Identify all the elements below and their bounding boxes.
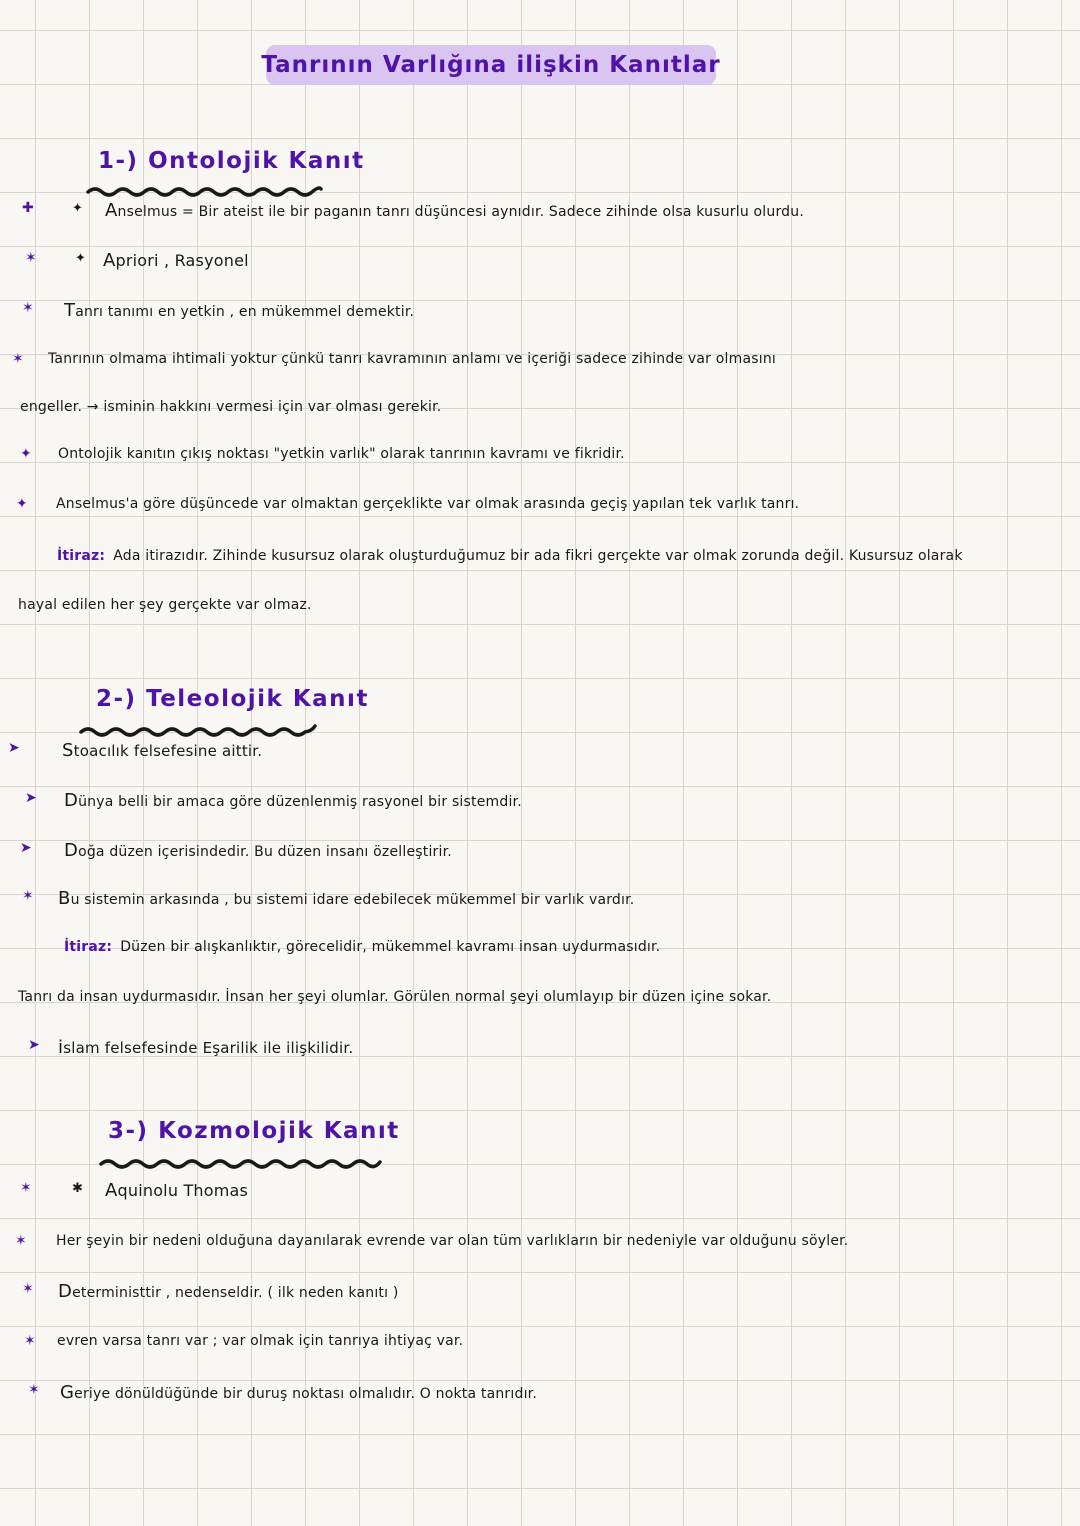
itiraz-label: İtiraz: <box>57 548 106 564</box>
section-1-heading: 1-) Ontolojik Kanıt <box>98 148 365 174</box>
note-line <box>0 790 1080 820</box>
line-body-text: Düzen bir alışkanlıktır, görecelidir, mükemmel kavramı insan uydurmasıdır. <box>120 939 661 955</box>
note-line <box>0 548 1080 578</box>
line-text: Aquinolu Thomas <box>105 1180 249 1201</box>
star-marker-icon: ✦ <box>16 496 28 512</box>
section-2-heading: 2-) Teleolojik Kanıt <box>96 686 369 712</box>
wavy-underline <box>85 184 325 198</box>
star-marker-icon: ➤ <box>8 740 20 756</box>
page-title <box>261 45 721 85</box>
line-text: Geriye dönüldüğünde bir duruş noktası olmalıdır. O nokta tanrıdır. <box>60 1382 537 1403</box>
line-text: Tanrı tanımı en yetkin , en mükemmel demektir. <box>64 300 415 321</box>
note-line <box>0 1333 1080 1363</box>
note-line <box>0 200 1080 230</box>
bullet-icon: ✦ <box>72 201 83 216</box>
star-marker-icon: ✚ <box>22 200 34 216</box>
line-text: Tanrının olmama ihtimali yoktur çünkü tanrı kavramının anlamı ve içeriği sadece zihinde var olmasını <box>48 351 776 367</box>
note-line <box>0 300 1080 330</box>
star-marker-icon: ➤ <box>20 840 32 856</box>
star-marker-icon: ✶ <box>24 1333 36 1349</box>
line-text: Deterministtir , nedenseldir. ( ilk neden kanıtı ) <box>58 1281 399 1302</box>
note-line <box>0 597 1080 627</box>
note-line <box>0 496 1080 526</box>
star-marker-icon: ➤ <box>25 790 37 806</box>
note-line <box>0 351 1080 381</box>
bullet-icon: ✦ <box>75 251 86 266</box>
line-text: islam felsefesinde Eşarilik ile ilişkilidir. <box>58 1037 354 1058</box>
line-text: Anselmus'a göre düşüncede var olmaktan gerçeklikte var olmak arasında geçiş yapılan tek varlık tanrı. <box>56 496 800 512</box>
star-marker-icon: ✶ <box>22 300 34 316</box>
note-line <box>0 888 1080 918</box>
star-marker-icon: ✶ <box>20 1180 32 1196</box>
star-marker-icon: ➤ <box>28 1037 40 1053</box>
line-text: Stoacılık felsefesine aittir. <box>62 740 263 761</box>
itiraz-label: İtiraz: <box>64 939 113 955</box>
note-line <box>0 740 1080 770</box>
note-line <box>0 1281 1080 1311</box>
line-text: evren varsa tanrı var ; var olmak için tanrıya ihtiyaç var. <box>57 1333 464 1349</box>
star-marker-icon: ✶ <box>22 888 34 904</box>
line-text: Apriori , Rasyonel <box>103 250 249 271</box>
star-marker-icon: ✶ <box>15 1233 27 1249</box>
line-text <box>57 548 963 564</box>
line-text: Her şeyin bir nedeni olduğuna dayanılarak evrende var olan tüm varlıkların bir nedeniyle var olduğunu söyler. <box>56 1233 849 1249</box>
line-text: hayal edilen her şey gerçekte var olmaz. <box>18 597 312 613</box>
page-title-text: Tanrının Varlığına ilişkin Kanıtlar <box>261 52 721 78</box>
line-text: Tanrı da insan uydurmasıdır. İnsan her şeyi olumlar. Görülen normal şeyi olumlayıp bir düzen içine sokar. <box>18 989 772 1005</box>
note-line <box>0 840 1080 870</box>
note-line <box>0 939 1080 969</box>
note-line <box>0 1382 1080 1412</box>
line-text <box>64 939 660 955</box>
line-text: Anselmus = Bir ateist ile bir paganın tanrı düşüncesi aynıdır. Sadece zihinde olsa kusurlu olurdu. <box>105 200 804 221</box>
note-line <box>0 1037 1080 1067</box>
note-line <box>0 989 1080 1019</box>
note-line <box>0 250 1080 280</box>
line-body-text: Ada itirazıdır. Zihinde kusursuz olarak oluşturduğumuz bir ada fikri gerçekte var olmak zorunda değil. Kusursuz olarak <box>113 548 963 564</box>
star-marker-icon: ✶ <box>25 250 37 266</box>
line-text: Doğa düzen içerisindedir. Bu düzen insanı özelleştirir. <box>64 840 452 861</box>
line-text: Ontolojik kanıtın çıkış noktası "yetkin varlık" olarak tanrının kavramı ve fikridir. <box>58 446 625 462</box>
section-3-heading: 3-) Kozmolojik Kanıt <box>108 1118 400 1144</box>
line-text: engeller. → isminin hakkını vermesi için var olması gerekir. <box>20 399 442 415</box>
wavy-underline <box>98 1156 384 1170</box>
star-marker-icon: ✶ <box>22 1281 34 1297</box>
line-text: Bu sistemin arkasında , bu sistemi idare edebilecek mükemmel bir varlık vardır. <box>58 888 635 909</box>
note-line <box>0 1233 1080 1263</box>
note-line <box>0 446 1080 476</box>
wavy-underline <box>78 722 318 738</box>
star-marker-icon: ✶ <box>12 351 24 367</box>
note-line <box>0 1180 1080 1210</box>
star-marker-icon: ✶ <box>28 1382 40 1398</box>
star-marker-icon: ✦ <box>20 446 32 462</box>
bullet-icon: ✱ <box>72 1181 83 1196</box>
line-text: Dünya belli bir amaca göre düzenlenmiş rasyonel bir sistemdir. <box>64 790 522 811</box>
note-line <box>0 399 1080 429</box>
